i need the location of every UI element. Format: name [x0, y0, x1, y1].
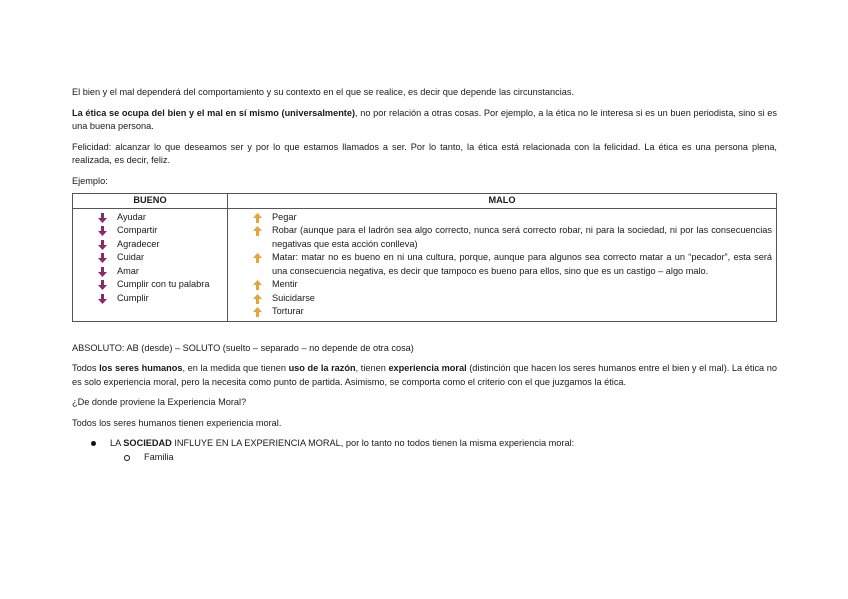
bullet-list: [72, 437, 777, 464]
list-item: [97, 292, 223, 306]
list-item-label: Mentir: [272, 279, 298, 289]
text-influye: INFLUYE EN LA EXPERIENCIA MORAL, por lo tanto no todos tienen la misma experiencia moral:: [171, 438, 575, 448]
list-item-familia: [110, 451, 777, 465]
list-item: [252, 305, 772, 319]
list-item-label: Robar (aunque para el ladrón sea algo correcto, nunca será correcto robar, ni para la sociedad, ni por las consecuencias negativas que esta acción conlleva): [272, 225, 772, 249]
list-item-label: Torturar: [272, 306, 304, 316]
malo-list: [232, 211, 772, 319]
paragraph-bien-mal: El bien y el mal dependerá del comportamiento y su contexto en el que se realice, es decir que depende las circunstancias.: [72, 87, 575, 97]
document-content: [72, 86, 777, 464]
list-item: [252, 292, 772, 306]
text-tienen: , tienen: [355, 363, 389, 373]
header-bueno: BUENO: [73, 194, 228, 209]
down-arrow-icon: [97, 280, 108, 290]
list-item: [97, 278, 223, 292]
list-item-label: Matar: matar no es bueno en ni una cultura, porque, aunque para algunos sea correcto matar a un “pecador”, esta será una consecuencia negativa, es decir que tampoco es bueno para ellos, sino que es un castigo – algo malo.: [272, 252, 772, 276]
down-arrow-icon: [97, 253, 108, 263]
bold-uso-razon: uso de la razón: [288, 363, 356, 373]
text-todos: Todos: [72, 363, 100, 373]
bullet-dot-icon: [91, 441, 96, 446]
down-arrow-icon: [97, 294, 108, 304]
sub-item-label: Familia: [144, 451, 174, 462]
up-arrow-icon: [252, 253, 263, 263]
up-arrow-icon: [252, 226, 263, 236]
list-item: [97, 265, 223, 279]
text-la: LA: [110, 438, 124, 448]
up-arrow-icon: [252, 213, 263, 223]
example-table: [72, 193, 777, 322]
paragraph-etica-rest: , no por relación a otras cosas. Por ejemplo, a la ética no le interesa si es un buen periodista, sino si es una buena persona.: [72, 107, 778, 131]
list-item: [97, 238, 223, 252]
list-item-label: Cuidar: [117, 252, 145, 262]
paragraph-absoluto: ABSOLUTO: AB (desde) – SOLUTO (suelto – separado – no depende de otra cosa): [72, 342, 414, 353]
bold-experiencia-moral: experiencia moral: [388, 363, 467, 373]
table-row: [73, 208, 777, 321]
list-item: [252, 251, 772, 278]
up-arrow-icon: [252, 294, 263, 304]
sub-bullet-list: [110, 451, 777, 465]
bold-seres-humanos: los seres humanos: [99, 363, 183, 373]
up-arrow-icon: [252, 280, 263, 290]
bold-etica-definition: La ética se ocupa del bien y el mal en sí mismo (universalmente): [72, 107, 356, 118]
list-item-label: Cumplir: [117, 292, 149, 303]
list-item-label: Ayudar: [117, 211, 146, 222]
list-item: [252, 278, 772, 292]
circle-bullet-icon: [124, 455, 130, 461]
down-arrow-icon: [97, 213, 108, 223]
bueno-list: [77, 211, 223, 306]
list-item: [252, 224, 772, 251]
list-item-label: Suicidarse: [272, 292, 315, 303]
up-arrow-icon: [252, 307, 263, 317]
list-item: [97, 251, 223, 265]
text-en-la-medida: , en la medida que tienen: [182, 363, 289, 373]
paragraph-ejemplo: Ejemplo:: [72, 175, 108, 186]
list-item-sociedad: [72, 437, 777, 464]
paragraph-pregunta: ¿De donde proviene la Experiencia Moral?: [72, 397, 247, 407]
list-item: [252, 211, 772, 225]
bold-sociedad: SOCIEDAD: [123, 438, 172, 448]
cell-malo: [228, 208, 777, 321]
list-item-label: Agradecer: [117, 238, 160, 249]
paragraph-felicidad: Felicidad: alcanzar lo que deseamos ser y por lo que estamos llamados a ser. Por lo tanto, la ética está relacionada con la felicidad. La ética es una persona plena, realizada, es decir, feliz.: [72, 141, 777, 165]
list-item: [97, 211, 223, 225]
list-item-label: Amar: [117, 265, 139, 276]
down-arrow-icon: [97, 226, 108, 236]
down-arrow-icon: [97, 267, 108, 277]
list-item-label: Compartir: [117, 225, 158, 235]
table-header-row: [73, 194, 777, 209]
list-item: [97, 224, 223, 238]
header-malo: MALO: [228, 194, 777, 209]
cell-bueno: [73, 208, 228, 321]
list-item-label: Pegar: [272, 211, 297, 222]
paragraph-etica: [72, 107, 777, 134]
text-distincion: (distinción que hacen los seres humanos entre el bien y el mal). La ética no es solo experiencia moral, pero la necesita como punto de partida. Asimismo, se comporta como el criterio con el que juzgamos la ética.: [72, 363, 777, 387]
down-arrow-icon: [97, 240, 108, 250]
paragraph-seres-humanos: [72, 362, 777, 389]
list-item-label: Cumplir con tu palabra: [117, 279, 210, 289]
paragraph-todos: Todos los seres humanos tienen experiencia moral.: [72, 417, 282, 428]
